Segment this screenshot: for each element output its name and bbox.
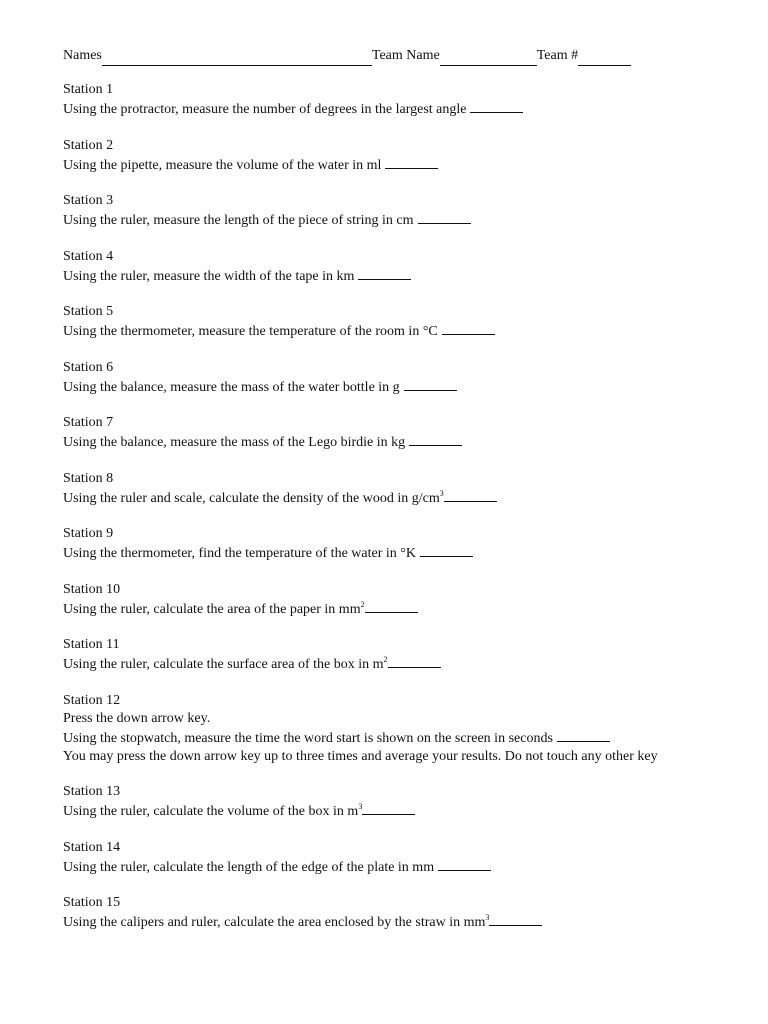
station-instruction — [63, 912, 753, 932]
station-instruction — [63, 654, 753, 674]
instruction-text: Press the down arrow key. — [63, 710, 211, 726]
station-title: Station 2 — [63, 137, 114, 153]
answer-blank — [489, 912, 542, 926]
station-instruction — [63, 857, 753, 877]
answer-blank — [557, 728, 610, 742]
station-instruction — [63, 543, 753, 563]
station-title: Station 13 — [63, 784, 121, 799]
station-title: Station 1 — [63, 82, 114, 97]
answer-blank — [365, 599, 418, 613]
answer-blank — [385, 155, 438, 169]
worksheet-header — [63, 46, 753, 66]
answer-blank — [404, 377, 457, 391]
answer-blank — [358, 266, 411, 280]
station-block — [63, 525, 753, 563]
station-block — [63, 692, 753, 766]
instruction-text: Using the ruler, calculate the length of the edge of the plate in mm — [63, 859, 435, 875]
unit-exponent: 2 — [383, 655, 388, 664]
station-instruction — [63, 728, 753, 748]
answer-blank — [470, 99, 523, 113]
instruction-text: Using the ruler, measure the width of the tape in km — [63, 268, 355, 284]
names-label: Names — [63, 48, 102, 63]
instruction-text: Using the ruler, measure the length of the piece of string in cm — [63, 213, 414, 228]
station-block — [63, 839, 753, 877]
instruction-text: You may press the down arrow key up to three times and average your results. Do not touch any other key — [63, 748, 658, 764]
station-block — [63, 248, 753, 286]
station-block — [63, 581, 753, 619]
station-title: Station 7 — [63, 415, 114, 430]
instruction-text: Using the stopwatch, measure the time the word start is shown on the screen in seconds — [63, 730, 553, 746]
station-title: Station 5 — [63, 304, 114, 319]
station-instruction — [63, 210, 753, 230]
instruction-text: Using the calipers and ruler, calculate the area enclosed by the straw in mm — [63, 915, 486, 930]
answer-blank — [388, 654, 441, 668]
station-block — [63, 414, 753, 452]
station-title: Station 3 — [63, 193, 114, 208]
station-title: Station 15 — [63, 895, 121, 910]
instruction-text: Using the ruler, calculate the volume of the box in m — [63, 804, 359, 819]
instruction-text: Using the ruler and scale, calculate the density of the wood in g/cm — [63, 490, 440, 506]
station-title: Station 8 — [63, 470, 114, 486]
station-block — [63, 81, 753, 119]
unit-exponent: 2 — [360, 599, 365, 609]
team-name-blank — [440, 51, 537, 66]
worksheet-page — [63, 46, 753, 950]
answer-blank — [438, 857, 491, 871]
instruction-text: Using the protractor, measure the number of degrees in the largest angle — [63, 102, 467, 117]
station-title: Station 14 — [63, 839, 121, 855]
station-instruction — [63, 99, 753, 119]
station-title: Station 10 — [63, 581, 121, 597]
station-block — [63, 137, 753, 175]
station-title: Station 12 — [63, 692, 121, 708]
instruction-text: Using the thermometer, measure the temperature of the room in °C — [63, 324, 438, 339]
station-title: Station 9 — [63, 526, 114, 541]
unit-exponent: 3 — [439, 488, 444, 498]
team-number-blank — [578, 51, 631, 66]
station-instruction — [63, 155, 753, 175]
station-block — [63, 359, 753, 397]
instruction-text: Using the balance, measure the mass of the water bottle in g — [63, 379, 400, 395]
station-title: Station 4 — [63, 248, 114, 264]
instruction-text: Using the balance, measure the mass of the Lego birdie in kg — [63, 435, 406, 450]
station-instruction — [63, 488, 753, 508]
answer-blank — [362, 801, 415, 815]
station-instruction — [63, 377, 753, 397]
answer-blank — [442, 321, 495, 335]
station-instruction — [63, 432, 753, 452]
station-instruction — [63, 710, 753, 728]
station-block — [63, 636, 753, 674]
instruction-text: Using the thermometer, find the temperature of the water in °K — [63, 546, 416, 561]
station-instruction — [63, 748, 753, 766]
station-title: Station 6 — [63, 359, 114, 375]
station-instruction — [63, 599, 753, 619]
station-list — [63, 81, 753, 932]
answer-blank — [409, 432, 462, 446]
station-title: Station 11 — [63, 637, 120, 652]
station-instruction — [63, 801, 753, 821]
station-instruction — [63, 321, 753, 341]
instruction-text: Using the ruler, calculate the surface area of the box in m — [63, 657, 384, 672]
names-blank — [102, 51, 372, 66]
station-block — [63, 192, 753, 230]
station-instruction — [63, 266, 753, 286]
instruction-text: Using the ruler, calculate the area of the paper in mm — [63, 601, 361, 617]
team-name-label: Team Name — [371, 48, 440, 63]
team-number-label: Team # — [536, 48, 579, 63]
answer-blank — [420, 543, 473, 557]
station-block — [63, 894, 753, 932]
answer-blank — [418, 210, 471, 224]
station-block — [63, 470, 753, 508]
unit-exponent: 3 — [358, 802, 363, 811]
station-block — [63, 783, 753, 821]
answer-blank — [444, 488, 497, 502]
unit-exponent: 3 — [485, 913, 490, 922]
station-block — [63, 303, 753, 341]
instruction-text: Using the pipette, measure the volume of the water in ml — [63, 157, 382, 173]
